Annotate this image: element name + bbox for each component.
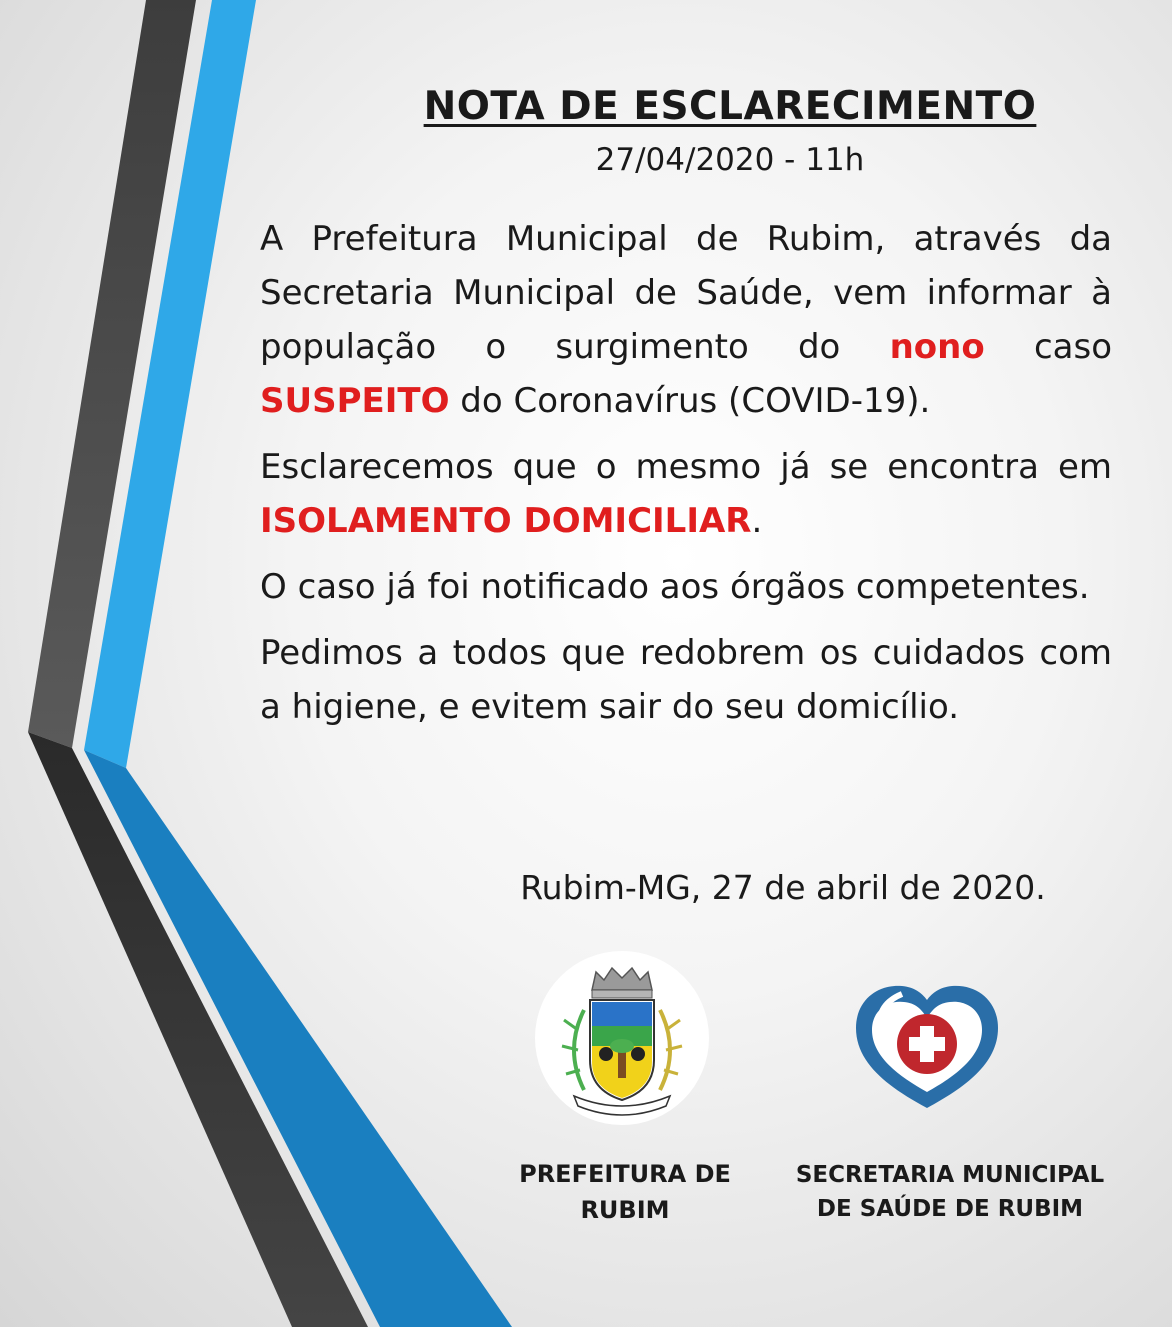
notice-title: NOTA DE ESCLARECIMENTO (423, 84, 1037, 129)
coat-of-arms-icon (534, 950, 710, 1126)
paragraph-1 (260, 212, 1112, 428)
stripe-gray-lower (28, 732, 368, 1327)
secretaria-caption-line1: SECRETARIA MUNICIPAL (795, 1162, 1105, 1188)
notice-datetime: 27/04/2020 - 11h (595, 142, 865, 178)
paragraph-2 (260, 440, 1112, 548)
p1-text-c: do Coronavírus (COVID-19). (449, 381, 931, 421)
prefeitura-caption-line1: PREFEITURA DE (519, 1160, 731, 1188)
p2-text-a: Esclarecemos que o mesmo já se encontra em (260, 447, 1112, 487)
highlight-suspeito: SUSPEITO (260, 381, 450, 421)
paragraph-3: O caso já foi notificado aos órgãos competentes. (260, 567, 1090, 607)
signoff-place-date: Rubim-MG, 27 de abril de 2020. (520, 868, 1046, 907)
secretaria-caption-line2: DE SAÚDE DE RUBIM (816, 1196, 1084, 1222)
p1-text-a: A Prefeitura Municipal de Rubim, através da Secretaria Municipal de Saúde, vem informar à população o surgimento do (260, 219, 1112, 367)
highlight-isolamento: ISOLAMENTO DOMICILIAR (260, 501, 752, 541)
prefeitura-caption-line2: RUBIM (580, 1196, 670, 1224)
prefeitura-caption (480, 1156, 770, 1228)
heart-medical-cross-icon (850, 980, 1004, 1110)
p2-text-b: . (751, 501, 763, 541)
notice-body (260, 212, 1112, 746)
highlight-nono: nono (889, 327, 985, 367)
paragraph-4: Pedimos a todos que redobrem os cuidados com a higiene, e evitem sair do seu domicílio. (260, 633, 1112, 727)
p1-text-b: caso (984, 327, 1112, 367)
secretaria-caption (790, 1158, 1110, 1226)
